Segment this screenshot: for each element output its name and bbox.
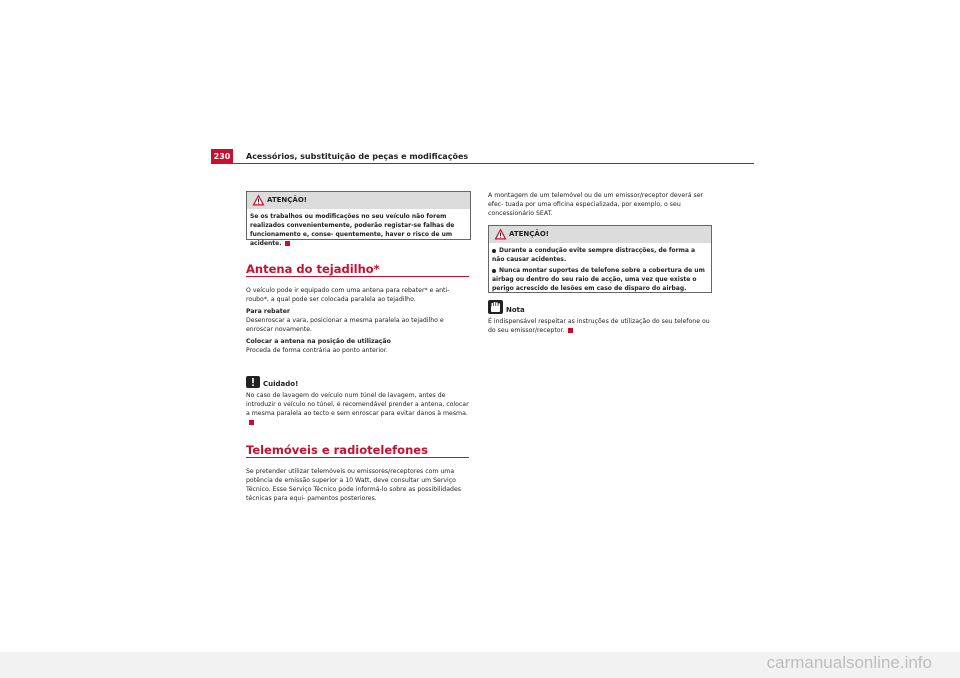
note-title: Nota <box>506 306 525 314</box>
warning-bullet-2: Nunca montar suportes de telefone sobre a cobertura de um airbag ou dentro do seu raio de acção, uma vez que existe o perigo acrescido de lesões em caso de disparo do airbag. <box>492 267 705 292</box>
phones-text: Se pretender utilizar telemóveis ou emissores/receptores com uma potência de emissão superior a 10 Watt, deve consultar um Serviço Técnico. Esse Serviço Técnico pode informá-lo sobre as possibilidades técnicas para equi- pamentos posteriores. <box>246 468 461 502</box>
warning-text: Se os trabalhos ou modificações no seu veículo não forem realizados convenientemente, poderão registar-se falhas de funcionamento e, conse- quentemente, haver o risco de um acidente. <box>250 213 455 247</box>
chapter-title: Acessórios, substituição de peças e modificações <box>246 152 469 161</box>
note-content <box>488 317 710 338</box>
phones-content <box>246 467 469 506</box>
warning-bullet-1: Durante a condução evite sempre distracções, de forma a não causar acidentes. <box>492 247 696 263</box>
caution-heading <box>246 376 469 390</box>
warning-box-2 <box>488 225 712 293</box>
antenna-content <box>246 286 469 358</box>
right-intro-text: A montagem de um telemóvel ou de um emissor/receptor deverá ser efec- tuada por uma oficina especializada, por exemplo, o seu concessionário SEAT. <box>488 192 704 217</box>
header-rule <box>233 163 754 164</box>
warning-header <box>489 226 711 243</box>
caution-content <box>246 391 469 430</box>
bullet-icon <box>492 269 496 273</box>
use-heading: Colocar a antena na posição de utilização <box>246 338 391 345</box>
warning-title: ATENÇÃO! <box>509 230 549 238</box>
warning-box-1 <box>246 191 471 247</box>
caution-title: Cuidado! <box>263 380 299 388</box>
fold-heading: Para rebater <box>246 308 290 315</box>
warning-triangle-icon <box>494 228 507 240</box>
note-heading <box>488 300 710 316</box>
end-of-section-icon <box>249 420 254 425</box>
warning-title: ATENÇÃO! <box>267 196 307 204</box>
warning-triangle-icon <box>252 194 265 206</box>
caution-text: No caso de lavagem do veículo num túnel de lavagem, antes de introduzir o veículo no túnel, é recomendável prender a antena, colocar a mesma paralela ao tecto e sem enroscar para evitar danos à mesma. <box>246 392 469 417</box>
watermark-text: carmanualsonline.info <box>766 653 932 672</box>
end-of-section-icon <box>568 328 573 333</box>
warning-body <box>489 243 711 297</box>
fold-text: Desenroscar a vara, posicionar a mesma paralela ao tejadilho e enroscar novamente. <box>246 317 444 333</box>
section-rule <box>246 276 469 277</box>
end-of-section-icon <box>285 241 290 246</box>
bullet-icon <box>492 249 496 253</box>
use-text: Proceda de forma contrária ao ponto anterior. <box>246 347 388 354</box>
page-number: 230 <box>211 149 233 164</box>
section-title-phones: Telemóveis e radiotelefones <box>246 443 428 457</box>
warning-body <box>247 209 470 250</box>
antenna-intro: O veículo pode ir equipado com uma antena para rebater* e anti-roubo*, a qual pode ser colocada paralela ao tejadilho. <box>246 287 450 303</box>
note-text: É indispensável respeitar as instruções de utilização do seu telefone ou do seu emissor/receptor. <box>488 318 710 334</box>
section-title-antenna: Antena do tejadilho* <box>246 262 380 276</box>
section-rule <box>246 457 469 458</box>
note-hand-icon <box>488 300 503 314</box>
caution-exclamation-icon <box>246 376 260 388</box>
warning-header <box>247 192 470 209</box>
right-intro <box>488 191 710 221</box>
